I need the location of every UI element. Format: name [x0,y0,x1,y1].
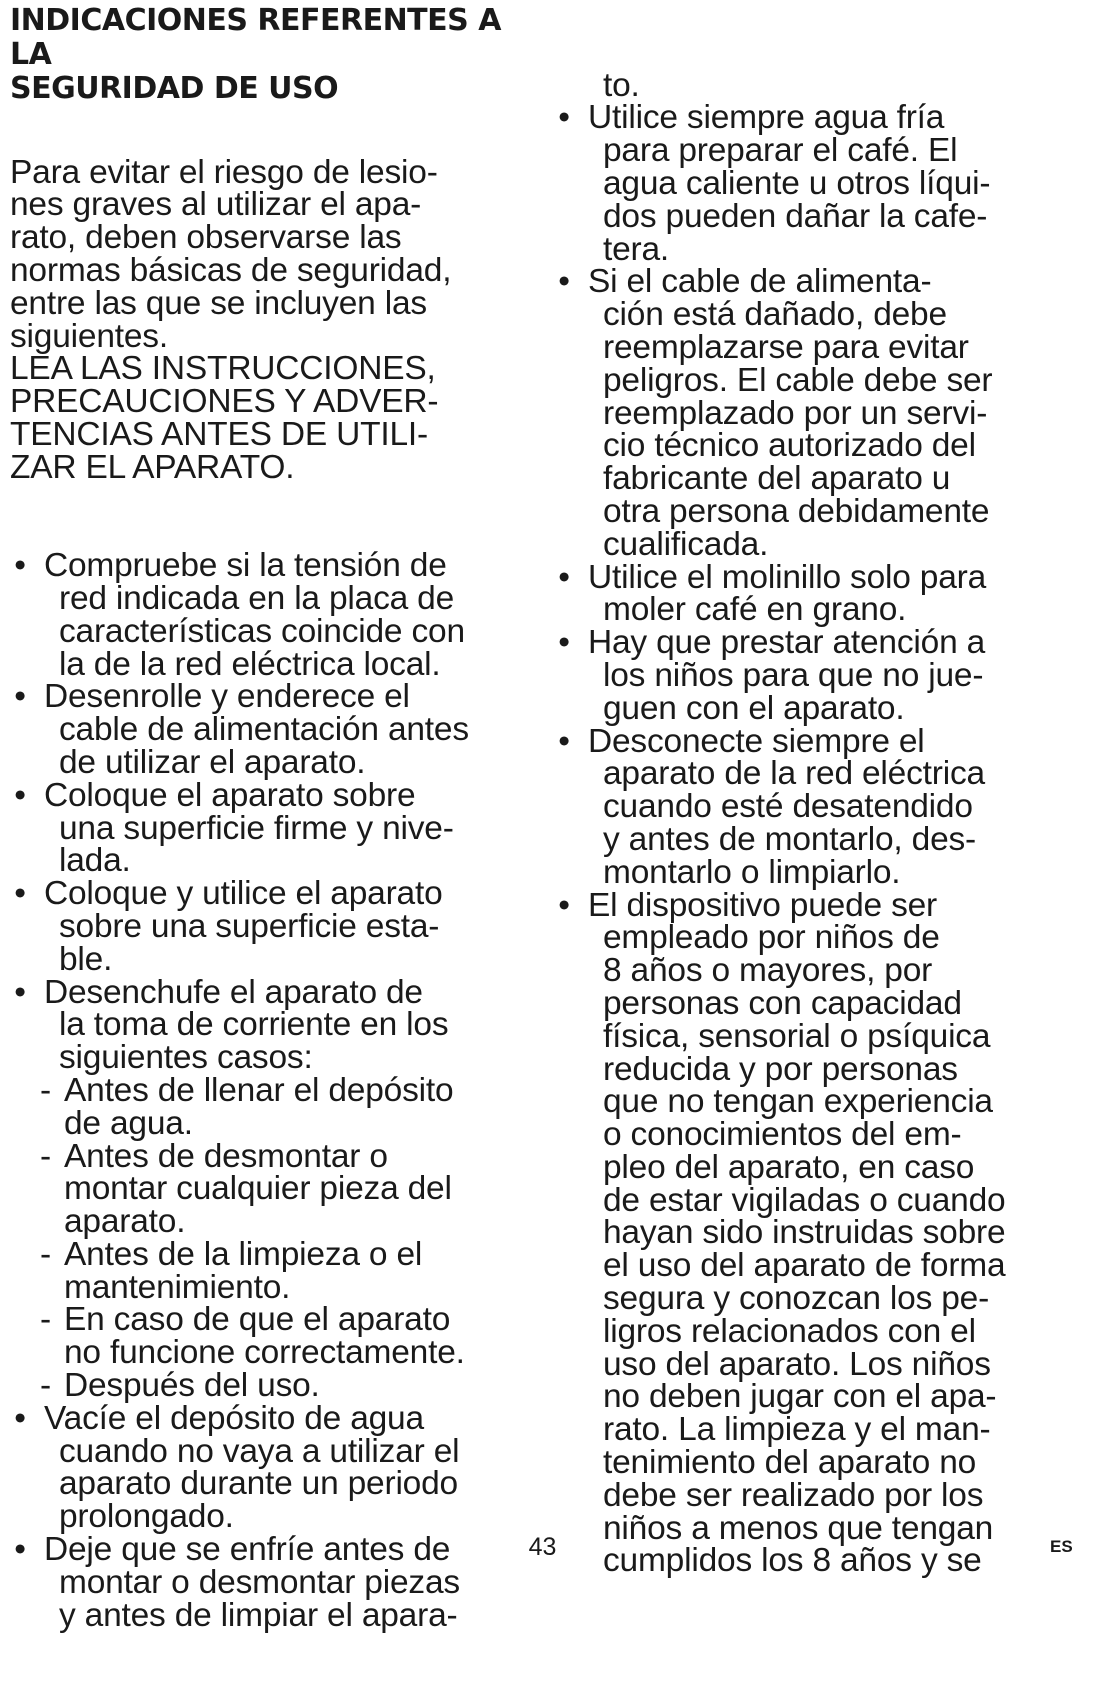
dash-icon: - [40,1235,51,1273]
item-line: física, sensorial o psíquica [603,1017,991,1055]
intro-paragraph [10,153,555,486]
item-line: ción está dañado, debe [603,296,947,334]
item-line: y antes de limpiar el apara- [59,1596,458,1634]
item-line: Antes de llenar el depósito [64,1071,454,1109]
item-line: de agua. [64,1104,193,1142]
item-line: para preparar el café. El [603,132,958,170]
item-line: El dispositivo puede ser [588,886,938,924]
dash-icon: - [40,1137,51,1175]
item-line: Deje que se enfríe antes de [44,1531,451,1569]
bullet-icon: • [14,776,26,814]
bullet-icon: • [14,678,26,716]
item-text [44,776,555,880]
right-safety-list [554,66,1094,1580]
sub-item [10,1301,555,1372]
continued-text [554,66,1094,104]
item-line: En caso de que el aparato [64,1301,451,1339]
bullet-icon: • [558,722,570,760]
item-line: cable de alimentación antes [59,711,469,749]
item-line: ligros relacionados con el [603,1312,976,1350]
item-line: rato. La limpieza y el man- [603,1411,991,1449]
bullet-icon: • [14,1531,26,1569]
item-text [64,1367,555,1405]
item-line: cuando no vaya a utilizar el [59,1432,460,1470]
item-line: tenimiento del aparato no [603,1444,977,1482]
item-line: hayan sido instruidas sobre [603,1214,1006,1252]
item-text [588,558,1094,629]
bullet-item [10,776,555,880]
item-line: otra persona debidamente [603,492,990,530]
intro-line: TENCIAS ANTES DE UTILI- [10,415,428,453]
item-line: Si el cable de alimenta- [588,263,932,301]
item-line: o conocimientos del em- [603,1116,962,1154]
item-line: reemplazarse para evitar [603,328,969,366]
item-line: y antes de montarlo, des- [603,820,977,858]
dash-icon: - [40,1367,51,1405]
item-text [588,66,1094,104]
intro-line: PRECAUCIONES Y ADVER- [10,383,439,421]
item-line: sobre una superficie esta- [59,907,440,945]
item-line: siguientes casos: [59,1039,313,1077]
intro-line: ZAR EL APARATO. [10,448,295,486]
item-line: la toma de corriente en los [59,1006,449,1044]
item-line: peligros. El cable debe ser [603,361,993,399]
intro-line: entre las que se incluyen las [10,284,427,322]
bullet-item [10,1399,555,1536]
item-line: to. [603,66,640,104]
bullet-item [10,1531,555,1634]
bullet-icon: • [558,99,570,137]
bullet-icon: • [14,547,26,585]
item-line: tera. [603,230,670,268]
item-line: Desenrolle y enderece el [44,678,410,716]
item-line: uso del aparato. Los niños [603,1345,991,1383]
item-line: ble. [59,940,113,978]
item-line: el uso del aparato de forma [603,1247,1006,1285]
item-line: debe ser realizado por los [603,1476,984,1514]
item-text [44,973,555,1077]
item-line: mantenimiento. [64,1268,291,1306]
item-line: cuando esté desatendido [603,788,973,826]
intro-line: nes graves al utilizar el apa- [10,186,422,224]
bullet-icon: • [558,558,570,596]
item-line: pleo del aparato, en caso [603,1148,975,1186]
dash-icon: - [40,1071,51,1109]
item-line: lada. [59,842,131,880]
intro-line: Para evitar el riesgo de lesio- [10,153,438,191]
item-text [44,547,555,683]
item-line: empleado por niños de [603,919,940,957]
item-line: fabricante del aparato u [603,460,951,498]
item-line: 8 años o mayores, por [603,952,933,990]
item-line: cumplidos los 8 años y se [603,1542,982,1580]
bullet-icon: • [14,1399,26,1437]
item-line: Hay que prestar atención a [588,624,986,662]
bullet-icon: • [558,624,570,662]
item-line: cio técnico autorizado del [603,427,976,465]
bullet-item [554,624,1094,727]
page-number: 43 [528,1533,557,1561]
item-line: Desconecte siempre el [588,722,925,760]
item-line: aparato. [64,1203,186,1241]
right-column [554,4,1094,1644]
item-line: de utilizar el aparato. [59,743,366,781]
item-line: una superficie firme y nive- [59,809,454,847]
item-line: montar cualquier pieza del [64,1170,452,1208]
item-line: Compruebe si la tensión de [44,547,447,585]
item-line: aparato durante un periodo [59,1465,458,1503]
bullet-item [554,99,1094,268]
item-line: de estar vigiladas o cuando [603,1181,1006,1219]
item-text [64,1137,555,1241]
item-line: niños a menos que tengan [603,1509,994,1547]
sub-item [10,1235,555,1306]
dash-icon: - [40,1301,51,1339]
item-text [64,1235,555,1306]
bullet-icon: • [558,263,570,301]
item-line: red indicada en la placa de [59,579,455,617]
item-line: no deben jugar con el apa- [603,1378,997,1416]
bullet-item [554,722,1094,891]
item-text [44,678,555,781]
item-line: cualificada. [603,525,769,563]
sub-item [10,1137,555,1241]
item-line: agua caliente u otros líqui- [603,164,991,202]
item-line: no funcione correctamente. [64,1334,465,1372]
item-line: prolongado. [59,1498,234,1536]
item-line: guen con el aparato. [603,689,905,727]
section-heading: INDICACIONES REFERENTES A LA SEGURIDAD DE USO [10,3,501,106]
item-line: reducida y por personas [603,1050,958,1088]
item-line: reemplazado por un servi- [603,394,988,432]
intro-line: rato, deben observarse las [10,219,402,257]
item-line: dos pueden dañar la cafe- [603,197,988,235]
item-text [588,886,1094,1580]
item-text [64,1071,555,1142]
item-line: Coloque y utilice el aparato [44,875,443,913]
item-text [44,1531,555,1634]
item-line: que no tengan experiencia [603,1083,993,1121]
item-line: Utilice el molinillo solo para [588,558,987,596]
intro-line: siguientes. [10,317,168,355]
item-line: montar o desmontar piezas [59,1563,460,1601]
language-tag: ES [1050,1537,1073,1556]
item-line: Antes de la limpieza o el [64,1235,423,1273]
item-line: montarlo o limpiarlo. [603,853,901,891]
item-line: Antes de desmontar o [64,1137,388,1175]
item-line: los niños para que no jue- [603,656,984,694]
sub-item [10,1367,555,1405]
bullet-item [10,973,555,1077]
bullet-item [554,263,1094,563]
bullet-icon: • [14,973,26,1011]
item-line: moler café en grano. [603,591,907,629]
left-safety-list [10,547,555,1634]
item-line: Utilice siempre agua fría [588,99,945,137]
item-line: la de la red eléctrica local. [59,645,441,683]
bullet-item [554,558,1094,629]
bullet-item [10,678,555,781]
item-text [588,99,1094,268]
bullet-item [10,547,555,683]
left-column [10,91,555,1698]
item-line: Después del uso. [64,1367,320,1405]
item-line: características coincide con [59,612,465,650]
bullet-icon: • [14,875,26,913]
item-line: segura y conozcan los pe- [603,1280,990,1318]
bullet-item [554,886,1094,1580]
intro-line: normas básicas de seguridad, [10,251,452,289]
item-line: aparato de la red eléctrica [603,755,985,793]
item-text [588,263,1094,563]
item-text [44,1399,555,1536]
intro-line: LEA LAS INSTRUCCIONES, [10,350,436,388]
item-line: Coloque el aparato sobre [44,776,416,814]
item-line: Vacíe el depósito de agua [44,1399,424,1437]
sub-item [10,1071,555,1142]
item-line: Desenchufe el aparato de [44,973,423,1011]
item-text [44,875,555,978]
item-text [588,722,1094,891]
bullet-icon: • [558,886,570,924]
item-text [588,624,1094,727]
item-line: personas con capacidad [603,984,962,1022]
bullet-item [10,875,555,978]
item-text [64,1301,555,1372]
